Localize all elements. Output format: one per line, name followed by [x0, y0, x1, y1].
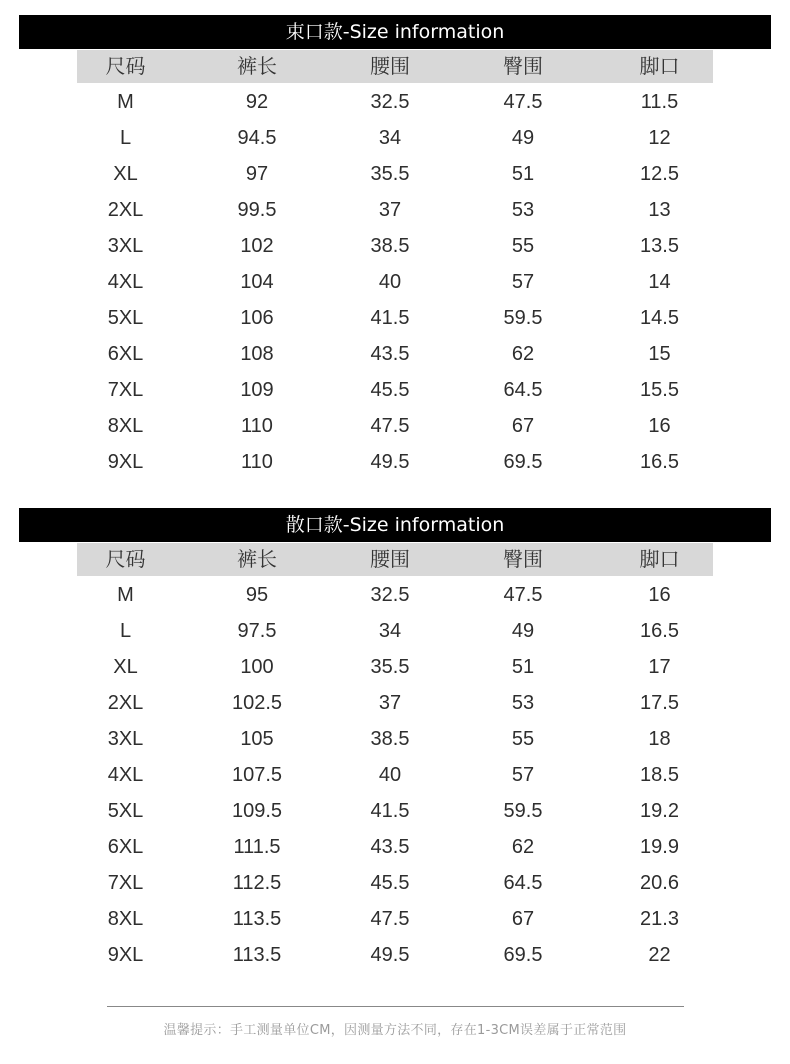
hem-cell: 17.5	[640, 692, 679, 714]
table-header-row	[77, 50, 713, 83]
table-row	[77, 613, 713, 649]
table-row	[77, 120, 713, 156]
size-cell: 2XL	[107, 199, 144, 221]
length-cell: 109	[240, 379, 274, 401]
waist-cell: 41.5	[370, 800, 410, 822]
hem-cell: 16	[648, 415, 671, 437]
waist-cell: 49.5	[370, 944, 410, 966]
hip-cell: 59.5	[503, 307, 543, 329]
waist-cell: 49.5	[370, 451, 410, 473]
hem-cell: 16	[648, 584, 671, 606]
table-row	[77, 829, 713, 865]
length-cell: 105	[240, 728, 274, 750]
header-length: 裤长	[237, 54, 277, 78]
size-cell: 5XL	[107, 800, 144, 822]
waist-cell: 35.5	[370, 163, 410, 185]
hem-cell: 15	[648, 343, 671, 365]
length-cell: 95	[245, 584, 269, 606]
size-cell: 3XL	[107, 235, 144, 257]
length-cell: 106	[240, 307, 274, 329]
waist-cell: 34	[378, 620, 402, 642]
waist-cell: 40	[378, 271, 402, 293]
waist-cell: 37	[378, 692, 402, 714]
header-hip: 臀围	[503, 54, 543, 78]
length-cell: 108	[240, 343, 274, 365]
hip-cell: 47.5	[503, 584, 543, 606]
waist-cell: 32.5	[370, 584, 410, 606]
length-cell: 92	[245, 91, 269, 113]
header-size: 尺码	[105, 547, 146, 571]
hem-cell: 13	[648, 199, 671, 221]
hip-cell: 47.5	[503, 91, 543, 113]
hip-cell: 57	[511, 764, 535, 786]
hip-cell: 62	[511, 836, 535, 858]
size-cell: 4XL	[107, 271, 144, 293]
size-cell: 7XL	[107, 379, 144, 401]
hem-cell: 19.2	[640, 800, 679, 822]
size-cell: L	[119, 127, 132, 149]
length-cell: 111.5	[233, 836, 281, 858]
length-cell: 113.5	[232, 944, 282, 966]
size-cell: 9XL	[107, 451, 144, 473]
footer-divider	[107, 1006, 684, 1007]
hem-cell: 20.6	[640, 872, 679, 894]
section-title: 散口款-Size information	[19, 508, 771, 542]
size-cell: M	[117, 91, 134, 113]
waist-cell: 34	[378, 127, 402, 149]
size-table	[77, 50, 713, 480]
hem-cell: 12	[648, 127, 671, 149]
header-size: 尺码	[105, 54, 146, 78]
hip-cell: 53	[511, 692, 535, 714]
hem-cell: 12.5	[640, 163, 679, 185]
length-cell: 107.5	[231, 764, 283, 786]
size-cell: 8XL	[107, 415, 144, 437]
hip-cell: 62	[511, 343, 535, 365]
table-row	[77, 264, 713, 300]
length-cell: 94.5	[237, 127, 277, 149]
header-hip: 臀围	[503, 547, 543, 571]
section-title: 束口款-Size information	[19, 15, 771, 49]
header-length: 裤长	[237, 547, 277, 571]
hip-cell: 49	[511, 127, 535, 149]
hem-cell: 17	[648, 656, 671, 678]
measurement-note: 温馨提示：手工测量单位CM，因测量方法不同，存在1-3CM误差属于正常范围	[163, 1023, 627, 1038]
length-cell: 113.5	[232, 908, 282, 930]
size-cell: L	[119, 620, 132, 642]
length-cell: 102	[240, 235, 274, 257]
length-cell: 110	[241, 415, 273, 437]
table-row	[77, 793, 713, 829]
hip-cell: 64.5	[503, 872, 543, 894]
header-hem: 脚口	[639, 547, 680, 571]
table-body	[77, 83, 713, 480]
hem-cell: 14	[648, 271, 671, 293]
hem-cell: 15.5	[640, 379, 679, 401]
size-cell: 6XL	[107, 343, 144, 365]
table-body	[77, 576, 713, 973]
header-hem: 脚口	[639, 54, 680, 78]
table-row	[77, 444, 713, 480]
size-cell: 4XL	[107, 764, 144, 786]
waist-cell: 45.5	[370, 379, 410, 401]
table-row	[77, 336, 713, 372]
size-cell: XL	[113, 163, 138, 185]
hem-cell: 19.9	[640, 836, 679, 858]
length-cell: 110	[241, 451, 273, 473]
table-row	[77, 228, 713, 264]
waist-cell: 43.5	[370, 836, 410, 858]
hip-cell: 55	[511, 728, 535, 750]
table-row	[77, 156, 713, 192]
waist-cell: 35.5	[370, 656, 410, 678]
table-row	[77, 372, 713, 408]
hip-cell: 51	[511, 656, 535, 678]
hem-cell: 14.5	[640, 307, 679, 329]
length-cell: 109.5	[231, 800, 283, 822]
hip-cell: 69.5	[503, 944, 543, 966]
hip-cell: 51	[511, 163, 535, 185]
hem-cell: 13.5	[640, 235, 679, 257]
length-cell: 100	[240, 656, 274, 678]
length-cell: 97.5	[237, 620, 277, 642]
size-cell: 6XL	[107, 836, 144, 858]
hem-cell: 18.5	[640, 764, 679, 786]
waist-cell: 37	[378, 199, 402, 221]
hip-cell: 55	[511, 235, 535, 257]
header-waist: 腰围	[370, 54, 410, 78]
hem-cell: 21.3	[640, 908, 679, 930]
table-row	[77, 685, 713, 721]
table-row	[77, 649, 713, 685]
table-row	[77, 721, 713, 757]
waist-cell: 40	[378, 764, 402, 786]
length-cell: 102.5	[231, 692, 283, 714]
hip-cell: 53	[511, 199, 535, 221]
hem-cell: 16.5	[640, 451, 679, 473]
hip-cell: 64.5	[503, 379, 543, 401]
waist-cell: 41.5	[370, 307, 410, 329]
length-cell: 97	[245, 163, 269, 185]
size-cell: 9XL	[107, 944, 144, 966]
hem-cell: 11.5	[640, 91, 679, 113]
waist-cell: 32.5	[370, 91, 410, 113]
waist-cell: 47.5	[370, 415, 410, 437]
size-cell: 2XL	[107, 692, 144, 714]
size-cell: 3XL	[107, 728, 144, 750]
table-row	[77, 757, 713, 793]
hip-cell: 69.5	[503, 451, 543, 473]
hip-cell: 49	[511, 620, 535, 642]
hem-cell: 16.5	[640, 620, 679, 642]
waist-cell: 45.5	[370, 872, 410, 894]
table-row	[77, 901, 713, 937]
waist-cell: 38.5	[370, 728, 410, 750]
hip-cell: 57	[511, 271, 535, 293]
table-row	[77, 408, 713, 444]
size-cell: M	[117, 584, 134, 606]
size-table	[77, 543, 713, 973]
table-row	[77, 84, 713, 120]
hem-cell: 22	[648, 944, 671, 966]
waist-cell: 43.5	[370, 343, 410, 365]
table-row	[77, 937, 713, 973]
table-row	[77, 192, 713, 228]
size-cell: 8XL	[107, 908, 144, 930]
hem-cell: 18	[648, 728, 671, 750]
table-row	[77, 865, 713, 901]
hip-cell: 59.5	[503, 800, 543, 822]
hip-cell: 67	[511, 415, 535, 437]
size-cell: 7XL	[107, 872, 144, 894]
header-waist: 腰围	[370, 547, 410, 571]
size-cell: XL	[113, 656, 138, 678]
length-cell: 104	[240, 271, 274, 293]
length-cell: 112.5	[232, 872, 282, 894]
waist-cell: 38.5	[370, 235, 410, 257]
length-cell: 99.5	[237, 199, 277, 221]
size-cell: 5XL	[107, 307, 144, 329]
table-header-row	[77, 543, 713, 576]
waist-cell: 47.5	[370, 908, 410, 930]
hip-cell: 67	[511, 908, 535, 930]
table-row	[77, 300, 713, 336]
table-row	[77, 577, 713, 613]
